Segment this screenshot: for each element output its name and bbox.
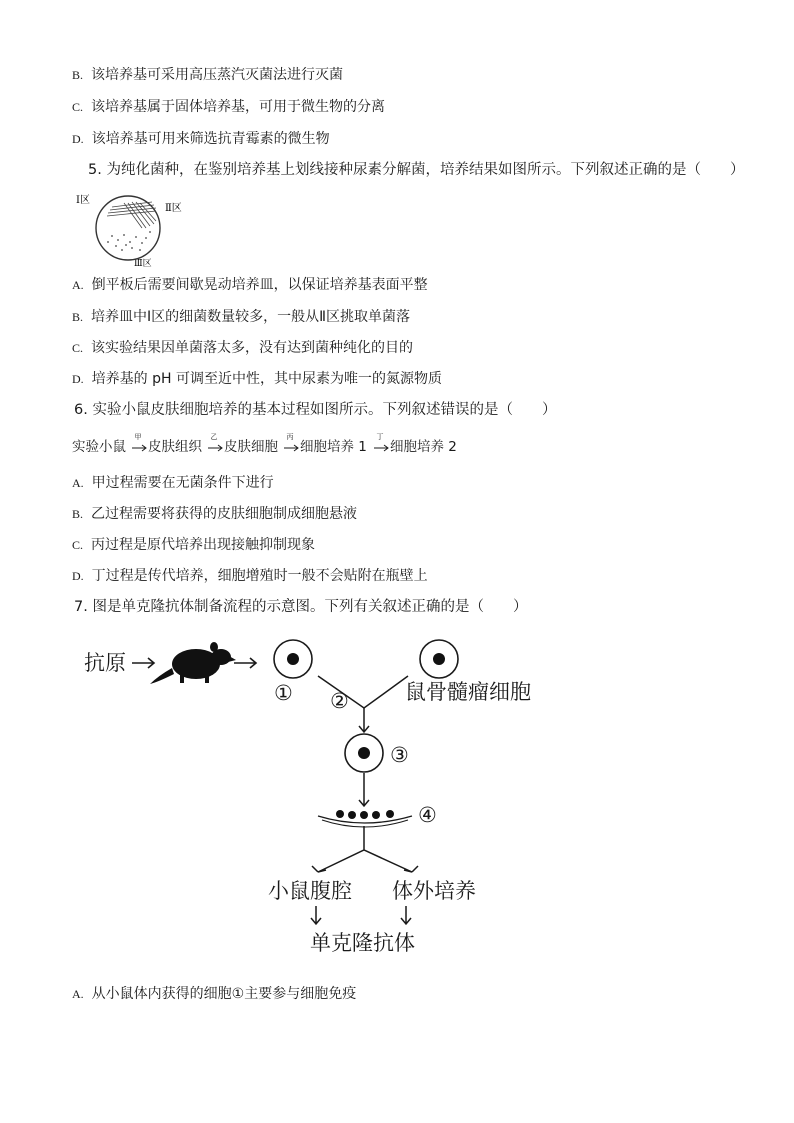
hybridoma-cell bbox=[345, 734, 383, 772]
flow-arrow-label-ding: 丁 bbox=[376, 433, 384, 441]
flow-step-culture2: 细胞培养 2 bbox=[390, 439, 457, 455]
q6-option-d: D. 丁过程是传代培养，细胞增殖时一般不会贴附在瓶壁上 bbox=[72, 568, 428, 584]
flow-step-cells: 皮肤细胞 bbox=[224, 439, 278, 455]
myeloma-label: 鼠骨髓瘤细胞 bbox=[405, 680, 531, 704]
mouse-icon bbox=[150, 642, 236, 684]
q5-option-b: B. 培养皿中Ⅰ区的细菌数量较多，一般从Ⅱ区挑取单菌落 bbox=[72, 309, 411, 325]
label-4: ④ bbox=[418, 803, 437, 827]
q6-option-c: C. 丙过程是原代培养出现接触抑制现象 bbox=[72, 537, 316, 553]
arrow-cavity-to-mab bbox=[311, 906, 321, 924]
q4-option-d: D. 该培养基可用来筛选抗青霉素的微生物 bbox=[72, 131, 330, 147]
q5-option-a: A. 倒平板后需要间歇晃动培养皿，以保证培养基表面平整 bbox=[72, 277, 428, 293]
mouse-cavity-label: 小鼠腹腔 bbox=[268, 879, 352, 903]
q7-stem: 7. 图是单克隆抗体制备流程的示意图。下列有关叙述正确的是（ ） bbox=[74, 599, 528, 615]
arrow-vitro-to-mab bbox=[401, 906, 411, 924]
q5-option-c: C. 该实验结果因单菌落太多，没有达到菌种纯化的目的 bbox=[72, 340, 414, 356]
split-lines bbox=[318, 826, 412, 872]
arrow-mouse-to-bcell bbox=[234, 658, 256, 668]
q5-option-d: D. 培养基的 pH 可调至近中性，其中尿素为唯一的氮源物质 bbox=[72, 371, 442, 387]
culture-dish bbox=[318, 810, 412, 827]
mab-label: 单克隆抗体 bbox=[310, 931, 415, 955]
flow-step-tissue: 皮肤组织 bbox=[148, 439, 202, 455]
arrow-to-culture bbox=[359, 773, 369, 806]
q4-option-b: B. 该培养基可采用高压蒸汽灭菌法进行灭菌 bbox=[72, 67, 344, 83]
label-3: ③ bbox=[390, 743, 409, 767]
label-2: ② bbox=[330, 689, 349, 713]
q6-stem: 6. 实验小鼠皮肤细胞培养的基本过程如图所示。下列叙述错误的是（ ） bbox=[74, 402, 557, 418]
zone2-label: Ⅱ区 bbox=[165, 203, 182, 214]
flow-step-mouse: 实验小鼠 bbox=[72, 439, 126, 455]
zone3-label: Ⅲ区 bbox=[134, 259, 152, 269]
antigen-label: 抗原 bbox=[84, 651, 126, 675]
b-cell bbox=[274, 640, 312, 678]
flow-arrow-label-yi: 乙 bbox=[210, 433, 218, 441]
q7-option-a: A. 从小鼠体内获得的细胞①主要参与细胞免疫 bbox=[72, 986, 357, 1002]
flow-step-culture1: 细胞培养 1 bbox=[300, 439, 367, 455]
zone1-label: Ⅰ区 bbox=[76, 195, 90, 206]
q4-option-c: C. 该培养基属于固体培养基，可用于微生物的分离 bbox=[72, 99, 386, 115]
label-1: ① bbox=[274, 681, 293, 705]
q6-option-a: A. 甲过程需要在无菌条件下进行 bbox=[72, 475, 274, 491]
flow-arrow-label-jia: 甲 bbox=[134, 433, 142, 441]
q6-option-b: B. 乙过程需要将获得的皮肤细胞制成细胞悬液 bbox=[72, 506, 358, 522]
arrow-to-hybridoma bbox=[359, 708, 369, 732]
myeloma-cell bbox=[420, 640, 458, 678]
in-vitro-label: 体外培养 bbox=[392, 879, 476, 903]
flow-arrow-label-bing: 丙 bbox=[286, 433, 294, 441]
arrow-antigen-to-mouse bbox=[132, 658, 154, 668]
q5-stem: 5. 为纯化菌种，在鉴别培养基上划线接种尿素分解菌，培养结果如图所示。下列叙述正确的是（ ） bbox=[88, 162, 745, 178]
